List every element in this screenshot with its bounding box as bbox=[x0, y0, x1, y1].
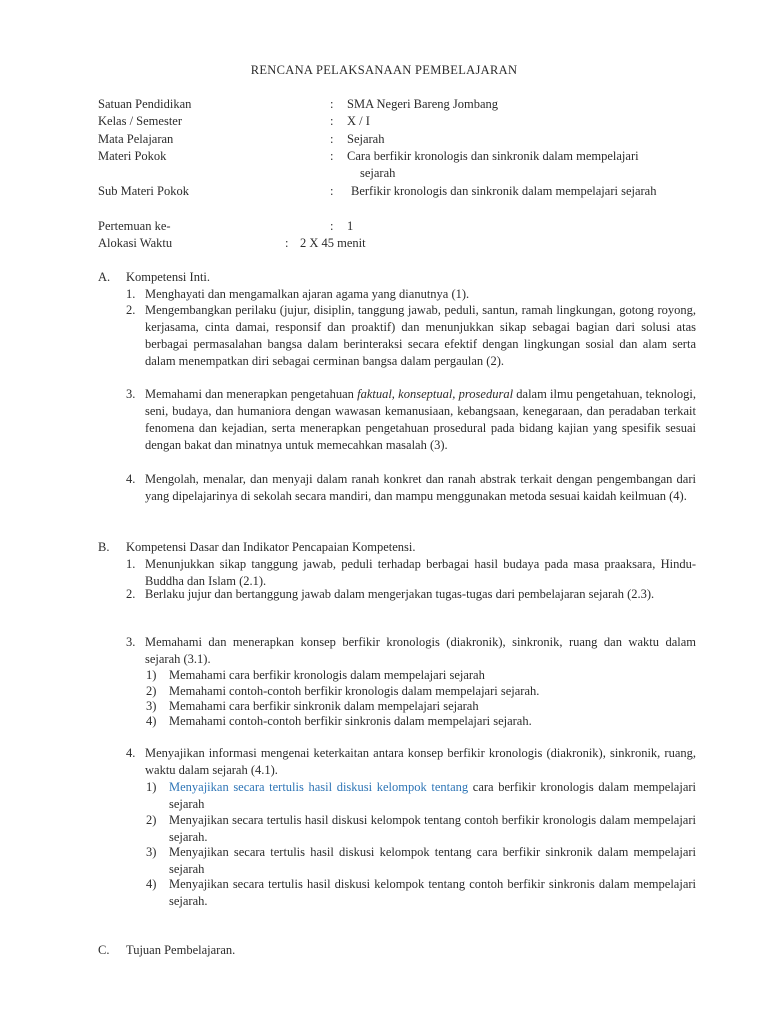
item-text-post: dalam ilmu pengetahuan, teknologi, seni, budaya, dan humaniora dengan wawasan kemanusiaan, kebangsaan, kenegaraan, dan peradaban terkait fenomena dan kejadian, serta menerapkan pengetahuan prosedural pada bidang kajian yang spesifik sesuai dengan bakat dan minatnya untuk memecahkan masalah (3). bbox=[145, 387, 697, 452]
item-number: 4. bbox=[126, 472, 136, 486]
item-text: Mengembangkan perilaku (jujur, disiplin, tanggung jawab, peduli, santun, ramah lingkungan, gotong royong, kerjasama, cinta damai, responsif dan proaktif) dan menunjukkan sikap sebagai bagian dari solusi atas berbagai permasalahan bangsa dalam berinteraksi secara efektif dengan lingkungan sosial dan alam serta dalam menempatkan diri sebagai cerminan bangsa dalam pergaulan (2). bbox=[145, 303, 696, 368]
sub-item bbox=[146, 844, 696, 878]
list-item bbox=[126, 634, 696, 668]
section-title: Kompetensi Inti. bbox=[126, 270, 211, 284]
item-number: 2. bbox=[126, 587, 136, 601]
identity-colon: : bbox=[330, 184, 334, 198]
sub-item bbox=[146, 876, 696, 910]
list-item bbox=[126, 471, 696, 505]
sub-item bbox=[146, 779, 696, 813]
identity-value: X / I bbox=[347, 114, 370, 128]
item-text: Mengolah, menalar, dan menyaji dalam ranah konkret dan ranah abstrak terkait dengan pengembangan dari yang dipelajarinya di sekolah secara mandiri, dan mampu menggunakan metoda sesuai kaidah keilmuan (4). bbox=[145, 472, 696, 503]
list-item bbox=[126, 556, 696, 590]
identity-value-text: Cara berfikir kronologis dan sinkronik dalam mempelajari sejarah bbox=[347, 149, 639, 180]
section-letter: C. bbox=[98, 943, 110, 957]
identity-label: Pertemuan ke- bbox=[98, 219, 171, 233]
item-number: 4. bbox=[126, 746, 136, 760]
sub-item-text bbox=[169, 779, 696, 813]
identity-colon: : bbox=[330, 97, 334, 111]
sub-item-text: Memahami contoh-contoh berfikir kronologis dalam mempelajari sejarah. bbox=[169, 684, 540, 698]
section-letter: A. bbox=[98, 270, 111, 284]
identity-label: Kelas / Semester bbox=[98, 114, 183, 128]
list-item bbox=[126, 745, 696, 779]
identity-value: SMA Negeri Bareng Jombang bbox=[347, 97, 499, 111]
item-number: 3. bbox=[126, 387, 136, 401]
identity-colon: : bbox=[330, 219, 334, 233]
item-text-italic: faktual, konseptual, prosedural bbox=[357, 387, 514, 401]
sub-item bbox=[146, 812, 696, 846]
sub-item-number: 1) bbox=[146, 780, 157, 794]
identity-value: Sejarah bbox=[347, 132, 385, 146]
sub-item-number: 3) bbox=[146, 845, 157, 859]
sub-item-text: Menyajikan secara tertulis hasil diskusi kelompok tentang contoh berfikir kronologis dalam mempelajari sejarah. bbox=[169, 813, 696, 844]
sub-item-number: 3) bbox=[146, 699, 157, 713]
item-text: Berlaku jujur dan bertanggung jawab dalam mengerjakan tugas-tugas dari pembelajaran sejarah (2.3). bbox=[145, 587, 655, 601]
list-item bbox=[126, 586, 696, 603]
identity-colon: : bbox=[330, 114, 334, 128]
section-title: Kompetensi Dasar dan Indikator Pencapaian Kompetensi. bbox=[126, 540, 416, 554]
sub-item-text: Menyajikan secara tertulis hasil diskusi kelompok tentang cara berfikir sinkronik dalam mempelajari sejarah bbox=[169, 845, 696, 876]
identity-value-text: Berfikir kronologis dan sinkronik dalam mempelajari sejarah bbox=[351, 184, 657, 198]
identity-label: Alokasi Waktu bbox=[98, 236, 173, 250]
item-text: Menyajikan informasi mengenai keterkaitan antara konsep berfikir kronologis (diakronik), sinkronik, ruang, waktu dalam sejarah (4.1). bbox=[145, 746, 696, 777]
section-title: Tujuan Pembelajaran. bbox=[126, 943, 236, 957]
list-item bbox=[126, 386, 696, 454]
identity-colon: : bbox=[330, 132, 334, 146]
item-number: 1. bbox=[126, 287, 136, 301]
item-number: 2. bbox=[126, 303, 136, 317]
identity-value: 2 X 45 menit bbox=[300, 236, 366, 250]
item-text: Menghayati dan mengamalkan ajaran agama yang dianutnya (1). bbox=[145, 287, 470, 301]
sub-item-number: 2) bbox=[146, 813, 157, 827]
identity-label: Materi Pokok bbox=[98, 149, 167, 163]
list-item bbox=[126, 286, 696, 303]
sub-item-number: 4) bbox=[146, 714, 157, 728]
sub-item-text: Menyajikan secara tertulis hasil diskusi kelompok tentang contoh berfikir sinkronis dalam mempelajari sejarah. bbox=[169, 877, 696, 908]
sub-item bbox=[146, 713, 696, 730]
identity-value bbox=[347, 183, 699, 200]
sub-item bbox=[146, 667, 696, 684]
sub-item-text-rest: cara berfikir kronologis dalam mempelajari sejarah bbox=[169, 780, 696, 811]
page-title: RENCANA PELAKSANAAN PEMBELAJARAN bbox=[250, 63, 518, 77]
sub-item-number: 2) bbox=[146, 684, 157, 698]
item-number: 3. bbox=[126, 635, 136, 649]
sub-item-text: Memahami cara berfikir kronologis dalam mempelajari sejarah bbox=[169, 668, 485, 682]
identity-colon: : bbox=[285, 236, 289, 250]
identity-label: Mata Pelajaran bbox=[98, 132, 174, 146]
item-text: Menunjukkan sikap tanggung jawab, peduli terhadap berbagai hasil budaya pada masa praaksara, Hindu-Buddha dan Islam (2.1). bbox=[145, 557, 696, 588]
item-text-pre: Memahami dan menerapkan pengetahuan bbox=[145, 387, 358, 401]
highlighted-link-text[interactable]: Menyajikan secara tertulis hasil diskusi kelompok tentang bbox=[169, 780, 469, 794]
sub-item-text: Memahami contoh-contoh berfikir sinkronis dalam mempelajari sejarah. bbox=[169, 714, 532, 728]
sub-item-text: Memahami cara berfikir sinkronik dalam mempelajari sejarah bbox=[169, 699, 479, 713]
identity-label: Sub Materi Pokok bbox=[98, 184, 189, 198]
list-item bbox=[126, 302, 696, 370]
identity-value bbox=[347, 148, 647, 182]
sub-item-number: 4) bbox=[146, 877, 157, 891]
item-number: 1. bbox=[126, 557, 136, 571]
item-text bbox=[145, 386, 696, 454]
sub-item-number: 1) bbox=[146, 668, 157, 682]
identity-colon: : bbox=[330, 149, 334, 163]
identity-value: 1 bbox=[347, 219, 354, 233]
section-letter: B. bbox=[98, 540, 110, 554]
item-text: Memahami dan menerapkan konsep berfikir kronologis (diakronik), sinkronik, ruang dan waktu dalam sejarah (3.1). bbox=[145, 635, 696, 666]
identity-label: Satuan Pendidikan bbox=[98, 97, 192, 111]
